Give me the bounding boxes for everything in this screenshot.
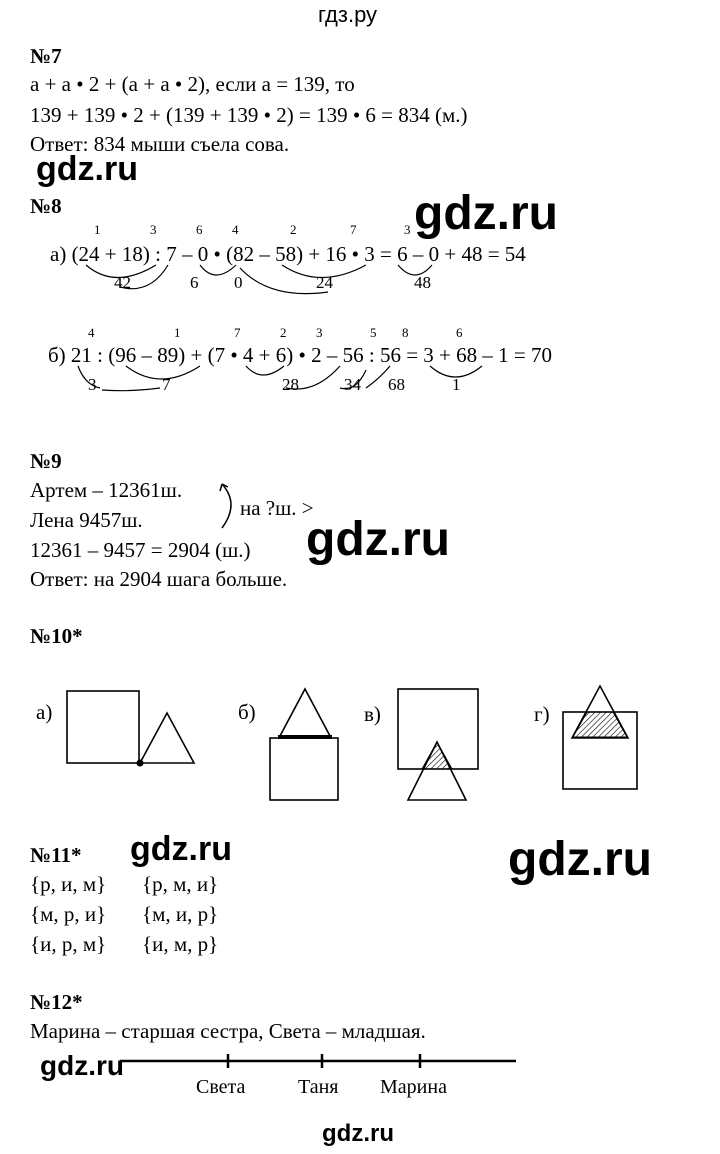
task12-title: №12* xyxy=(30,990,83,1014)
task9-answer: Ответ: на 2904 шага больше. xyxy=(30,567,288,591)
watermark: gdz.ru xyxy=(306,513,450,566)
order-number: 1 xyxy=(174,325,181,340)
task7-line2: 139 + 139 • 2 + (139 + 139 • 2) = 139 • 6 = 834 (м.) xyxy=(30,103,468,127)
number-line-label: Таня xyxy=(298,1076,339,1098)
order-number: 3 xyxy=(150,222,157,237)
set-item: {р, и, м} xyxy=(30,872,107,896)
set-item: {и, м, р} xyxy=(142,932,219,956)
order-number: 4 xyxy=(232,222,239,237)
order-number: 2 xyxy=(290,222,297,237)
watermark: gdz.ru xyxy=(130,830,232,868)
task10-label-a: а) xyxy=(36,700,53,724)
result-number: 24 xyxy=(316,273,333,292)
task10-label-b: б) xyxy=(238,700,256,724)
task7-title: №7 xyxy=(30,44,62,68)
order-number: 6 xyxy=(456,325,463,340)
task9-brace-note: на ?ш. > xyxy=(240,496,314,520)
set-item: {м, и, р} xyxy=(142,902,219,926)
set-item: {м, р, и} xyxy=(30,902,107,926)
set-item: {р, м, и} xyxy=(142,872,219,896)
number-line-label: Марина xyxy=(380,1076,447,1098)
order-number: 3 xyxy=(404,222,411,237)
task7-line1: a + a • 2 + (a + a • 2), если a = 139, то xyxy=(30,72,355,96)
result-number: 28 xyxy=(282,375,299,394)
result-number: 34 xyxy=(344,375,361,394)
order-number: 2 xyxy=(280,325,287,340)
task9-line1: Артем – 12361ш. xyxy=(30,478,183,502)
order-number: 3 xyxy=(316,325,323,340)
result-number: 68 xyxy=(388,375,405,394)
order-number: 8 xyxy=(402,325,409,340)
task11-title: №11* xyxy=(30,843,82,867)
watermark: gdz.ru xyxy=(40,1050,124,1081)
task10-label-g: г) xyxy=(534,702,550,726)
number-line-label: Света xyxy=(196,1076,246,1098)
task12-line1: Марина – старшая сестра, Света – младшая. xyxy=(30,1019,426,1043)
result-number: 7 xyxy=(162,375,171,394)
watermark: gdz.ru xyxy=(36,150,138,188)
order-number: 4 xyxy=(88,325,95,340)
watermark: gdz.ru xyxy=(508,833,652,886)
task7-answer: Ответ: 834 мыши съела сова. xyxy=(30,132,290,156)
order-number: 6 xyxy=(196,222,203,237)
order-number: 7 xyxy=(350,222,357,237)
result-number: 6 xyxy=(190,273,199,292)
order-number: 7 xyxy=(234,325,241,340)
set-item: {и, р, м} xyxy=(30,932,107,956)
task8-b-expression: б) 21 : (96 – 89) + (7 • 4 + 6) • 2 – 56 : 56 = 3 + 68 – 1 = 70 xyxy=(48,343,552,367)
task9-line2: Лена 9457ш. xyxy=(30,508,143,532)
watermark: gdz.ru xyxy=(322,1120,394,1147)
task9-title: №9 xyxy=(30,449,62,473)
result-number: 3 xyxy=(88,375,97,394)
watermark: gdz.ru xyxy=(414,187,558,240)
order-number: 1 xyxy=(94,222,101,237)
result-number: 0 xyxy=(234,273,243,292)
task10-title: №10* xyxy=(30,624,83,648)
task9-line3: 12361 – 9457 = 2904 (ш.) xyxy=(30,538,251,562)
task8-a-expression: а) (24 + 18) : 7 – 0 • (82 – 58) + 16 • 3 = 6 – 0 + 48 = 54 xyxy=(50,242,526,266)
result-number: 42 xyxy=(114,273,131,292)
result-number: 48 xyxy=(414,273,431,292)
task10-label-v: в) xyxy=(364,702,381,726)
header-site: гдз.ру xyxy=(318,2,378,27)
order-number: 5 xyxy=(370,325,377,340)
task8-title: №8 xyxy=(30,194,62,218)
result-number: 1 xyxy=(452,375,461,394)
